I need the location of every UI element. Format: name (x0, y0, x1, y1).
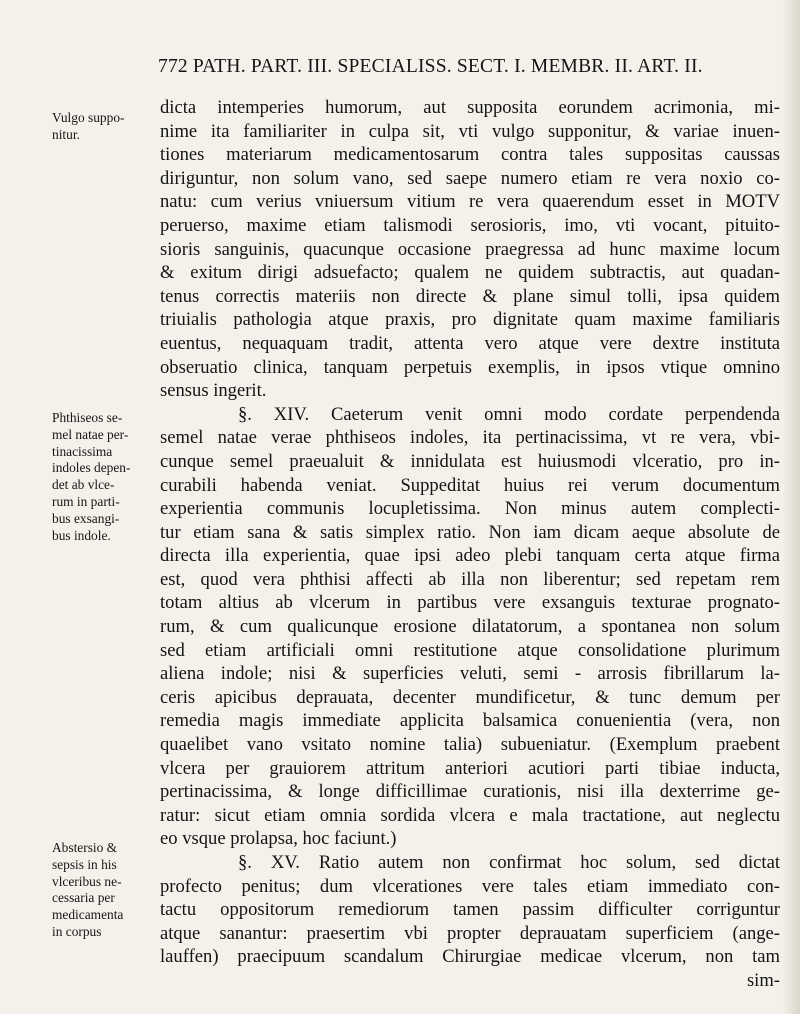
body-line: pertinacissima, & longe difficillimae curationis, nisi illa dexterrime ge- (160, 781, 780, 803)
body-line: curabili habenda veniat. Suppeditat huius rei verum documentum (160, 474, 780, 496)
margin-note-line: nitur. (52, 126, 80, 142)
margin-note-line: bus exsangi- (52, 510, 120, 526)
body-line: aliena indole; nisi & superficies veluti, semi - arrosis fibrillarum la- (160, 663, 780, 685)
margin-note-line: tinacissima (52, 443, 113, 459)
body-line: & exitum dirigi adsuefacto; qualem ne quidem subtractis, aut quadan- (160, 262, 780, 284)
margin-note-vulgo (52, 110, 160, 144)
body-line: experientia communis locupletissima. Non minus autem complecti- (160, 498, 780, 520)
body-line: sed etiam artificiali omni restitutione atque consolidatione plurimum (160, 639, 780, 661)
margin-note-line: bus indole. (52, 527, 111, 543)
margin-note-line: rum in parti- (52, 493, 120, 509)
section-xiv-heading-line: §. XIV. Caeterum venit omni modo cordate perpendenda (238, 403, 780, 425)
margin-note-line: det ab vlce- (52, 477, 115, 493)
body-line: eo vsque prolapsa, hoc faciunt.) (160, 828, 397, 850)
body-line: lauffen) praecipuum scandalum Chirurgiae medicae vlcerum, non tam (160, 946, 780, 968)
margin-note-line: mel natae per- (52, 426, 129, 442)
body-line: triuialis pathologia atque praxis, pro dignitate quam maxime familiaris (160, 309, 780, 331)
margin-note-line: in corpus (52, 923, 102, 939)
running-head: 772 PATH. PART. III. SPECIALISS. SECT. I. MEMBR. II. ART. II. (158, 56, 703, 77)
body-text (160, 96, 780, 993)
body-line: directa illa experientia, quae ipsi adeo plebi tanquam certa atque firma (160, 545, 780, 567)
body-line: profecto penitus; dum vlcerationes vere tales etiam immediato con- (160, 875, 780, 897)
margin-note-line: indoles depen- (52, 460, 131, 476)
body-line: euentus, nequaquam tradit, attenta vero atque vere dextre instituta (160, 332, 780, 354)
section-xv-heading-line: §. XV. Ratio autem non confirmat hoc solum, sed dictat (238, 852, 780, 873)
body-line: tactu oppositorum remediorum tamen passim difficulter corriguntur (160, 899, 780, 921)
body-line: tur etiam sana & satis simplex ratio. Non iam dicam aeque absolute de (160, 521, 780, 543)
margin-note-line: Phthiseos se- (52, 410, 123, 425)
margin-note-abstersio (52, 840, 160, 941)
body-line: nime ita familiariter in culpa sit, vti vulgo supponitur, & variae inuen- (160, 120, 780, 142)
body-line: dicta intemperies humorum, aut supposita eorundem acrimonia, mi- (160, 97, 780, 118)
catchword: sim- (746, 969, 780, 991)
margin-note-line: medicamenta (52, 907, 124, 923)
body-line: tenus correctis materiis non directe & plane simul tolli, ipsa quidem (160, 285, 780, 307)
body-line: sensus ingerit. (160, 380, 267, 402)
margin-note-line: vlceribus ne- (52, 873, 122, 889)
margin-note-line: sepsis in his (52, 856, 117, 872)
body-line: quaelibet vano vsitato nomine talia) subueniatur. (Exemplum praebent (160, 734, 780, 756)
body-line: atque sanantur: praesertim vbi propter deprauatam superficiem (ange- (160, 922, 780, 944)
body-line: semel natae verae phthiseos indoles, ita pertinacissima, vt re vera, vbi- (160, 427, 780, 449)
body-line: sioris sanguinis, quacunque occasione praegressa ad hunc maxime locum (160, 238, 780, 260)
margin-note-phthiseos (52, 410, 160, 544)
body-line: est, quod vera phthisi affecti ab illa non liberentur; sed repetam rem (160, 568, 780, 590)
body-line: ceris apicibus deprauata, decenter mundificetur, & tunc demum per (160, 686, 780, 708)
body-line: cunque semel praeualuit & innidulata est huiusmodi vlceratio, pro in- (160, 450, 780, 472)
body-line: natu: cum verius vniuersum vitium re vera quaerendum esset in MOTV (160, 191, 780, 213)
margin-note-line: Vulgo suppo- (52, 110, 125, 125)
body-line: remedia magis immediate applicita balsamica conuenientia (vera, non (160, 710, 780, 732)
margin-note-line: cessaria per (52, 890, 115, 906)
body-line: diriguntur, non solum vano, sed saepe numero etiam re vera noxio co- (160, 167, 780, 189)
body-line: ratur: sicut etiam omnia sordida vlcera e mala tractatione, aut neglectu (160, 804, 780, 826)
body-line: totam altius ab vlcerum in partibus vere exsanguis texturae prognato- (160, 592, 780, 614)
body-line: obseruatio clinica, tanquam perpetuis exemplis, in ipsos vtique omnino (160, 356, 780, 378)
body-line: rum, & cum qualicunque erosione dilatatorum, a spontanea non solum (160, 616, 780, 638)
body-line: tiones materiarum medicamentosarum contra tales suppositas caussas (160, 144, 780, 166)
margin-note-line: Abstersio & (52, 840, 118, 855)
body-line: vlcera per grauiorem attritum anteriori acutiori parti tibiae inducta, (160, 757, 780, 779)
body-line: peruerso, maxime etiam talismodi serosioris, imo, vti vocant, pituito- (160, 214, 780, 236)
